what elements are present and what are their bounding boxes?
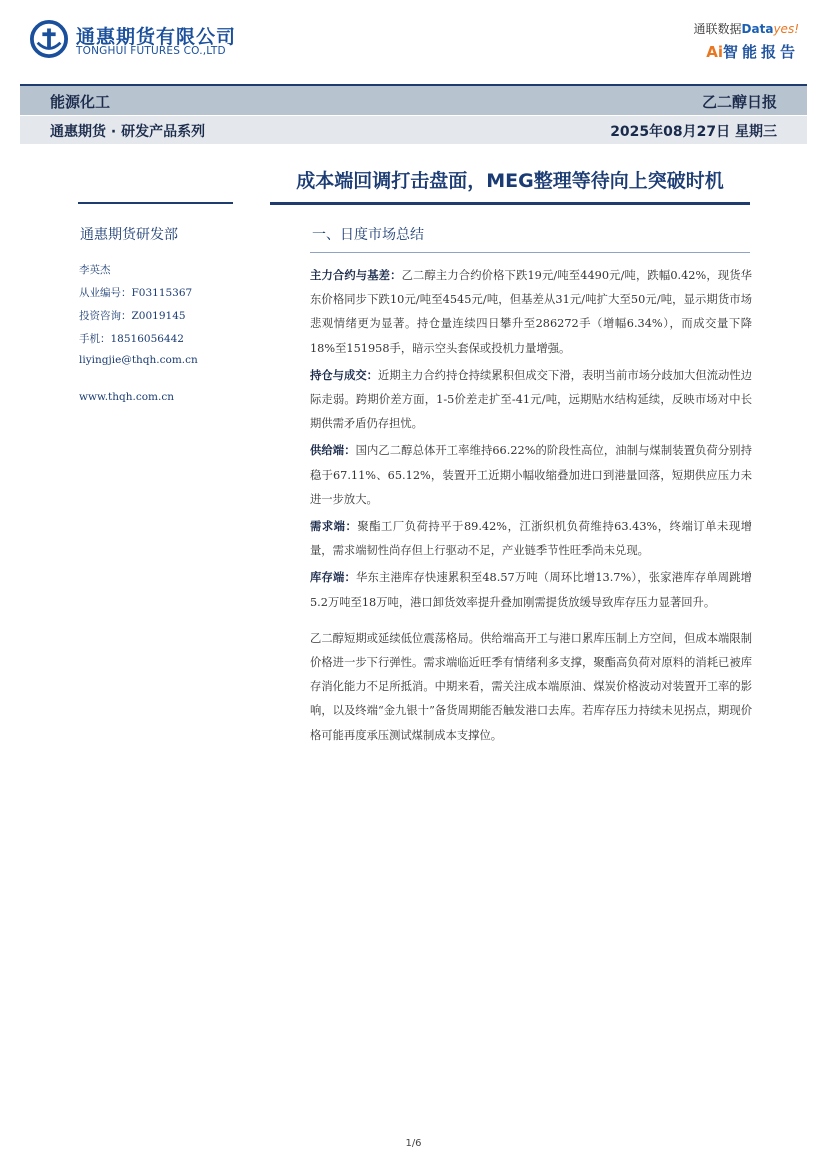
report-headline: 成本端回调打击盘面，MEG整理等待向上突破时机 (296, 170, 724, 192)
analyst-phone: 手机：18516056442 (79, 333, 184, 345)
paragraph-text: 国内乙二醇总体开工率维持66.22%的阶段性高位，油制与煤制装置负荷分别持稳于67.11%、65.12%，装置开工近期小幅收缩叠加进口到港量回落，短期供应压力未进一步放大。 (310, 444, 752, 506)
paragraph-text: 近期主力合约持仓持续累积但成交下滑，表明当前市场分歧加大但流动性边际走弱。跨期价差方面，1-5价差走扩至-41元/吨，远期贴水结构延续，反映市场对中长期供需矛盾仍存担忧。 (310, 368, 752, 431)
website-link[interactable]: www.thqh.com.cn (79, 391, 174, 403)
brand-line-b: Data (741, 22, 774, 36)
paragraph-text: 华东主港库存快速累积至48.57万吨（周环比增13.7%），张家港库存单周跳增5.2万吨至18万吨，港口卸货效率提升叠加刚需提货放缓导致库存压力显著回升。 (310, 571, 752, 609)
section-title: 一、日度市场总结 (312, 227, 424, 243)
brand-report-text: 智能报告 (722, 43, 799, 61)
paragraph-text: 聚酯工厂负荷持平于89.42%，江浙织机负荷维持63.43%，终端订单未现增量，需求端韧性尚存但上行驱动不足，产业链季节性旺季尚未兑现。 (310, 520, 752, 558)
brand-line-c: yes! (773, 22, 799, 36)
paragraph-text: 乙二醇主力合约价格下跌19元/吨至4490元/吨，跌幅0.42%，现货华东价格同步下跌10元/吨至4545元/吨，但基差从31元/吨扩大至50元/吨，显示期货市场悲观情绪更为显著。持仓量连续四日攀升至286272手（增幅6.34%），而成交量下降18%至151958手，暗示空头套保或投机力量增强。 (310, 269, 752, 355)
headline-divider (270, 202, 750, 205)
datayes-brand (694, 20, 799, 62)
brand-ai-report (694, 41, 799, 62)
analyst-email[interactable]: liyingjie@thqh.com.cn (79, 354, 198, 366)
paragraph-key: 供给端： (310, 444, 356, 458)
brand-line (694, 20, 799, 37)
paragraph-inventory (310, 566, 752, 614)
paragraph-key: 库存端： (310, 571, 356, 585)
paragraph-basis (310, 264, 752, 361)
section-divider (310, 252, 750, 253)
series-label: 通惠期货 · 研发产品系列 (50, 124, 206, 140)
paragraph-summary: 乙二醇短期或延续低位震荡格局。供给端高开工与港口累库压制上方空间，但成本端限制价格进一步下行弹性。需求端临近旺季有情绪利多支撑，聚酯高负荷对原料的消耗已被库存消化能力不足所抵消。中期来看，需关注成本端原油、煤炭价格波动对装置开工率的影响，以及终端“金九银十”备货周期能否触发港口去库。若库存压力持续未见拐点，期现价格可能再度承压测试煤制成本支撑位。 (310, 631, 752, 742)
report-type: 乙二醇日报 (701, 93, 777, 111)
analyst-license: 从业编号：F03115367 (79, 287, 193, 299)
company-name-en: TONGHUI FUTURES CO.,LTD (76, 45, 226, 57)
sector-bar (20, 84, 807, 115)
page-indicator: 1/6 (405, 1138, 422, 1149)
company-logo-icon (30, 20, 68, 58)
sidebar-divider (78, 202, 233, 204)
paragraph-key: 主力合约与基差： (310, 269, 402, 282)
ai-mark: Ai (706, 43, 723, 61)
paragraph-position (310, 364, 752, 437)
paragraph-key: 需求端： (310, 520, 358, 534)
paragraph-key: 持仓与成交： (310, 368, 379, 382)
paragraph-supply (310, 439, 752, 512)
analyst-consult: 投资咨询：Z0019145 (79, 310, 186, 322)
report-body (310, 264, 752, 751)
report-date: 2025年08月27日 星期三 (610, 124, 777, 140)
sector-label: 能源化工 (50, 93, 111, 111)
series-bar (20, 116, 807, 144)
analyst-name: 李英杰 (79, 264, 111, 276)
brand-line-a: 通联数据 (693, 22, 742, 36)
department-name: 通惠期货研发部 (80, 227, 178, 243)
paragraph-demand (310, 515, 752, 563)
company-name-cn: 通惠期货有限公司 (76, 26, 237, 48)
